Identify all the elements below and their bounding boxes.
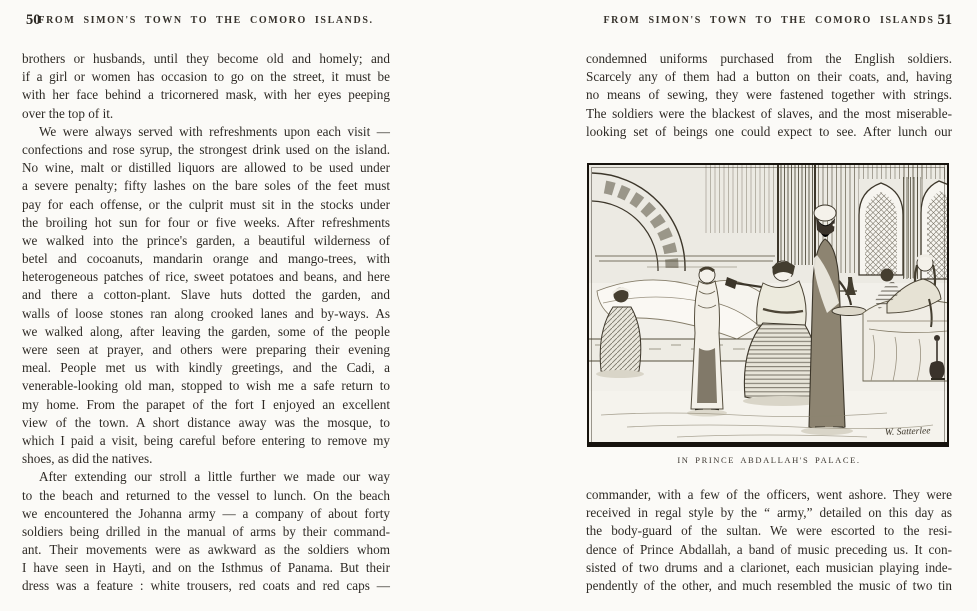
text-line: the broiling hot sun for four or five weeks. After refreshments [22,214,390,230]
page-left [22,0,390,611]
palace-engraving-svg [587,163,949,447]
text-line: meal. People met us with kindly greetings, and the Cadi, a [22,360,390,376]
text-line: I have seen in Hayti, and on the Isthmus of Panama. But their [22,560,390,576]
running-head-right: FROM SIMON'S TOWN TO THE COMORO ISLANDS [603,15,935,26]
text-line: The soldiers were the blackest of slaves, and the most miserable- [586,105,952,121]
text-line: confections and rose syrup, the strongest drink used on the island. [22,141,390,157]
text-line: view of the town. A short distance away was the mosque, to [22,414,390,430]
arched-windows [859,177,949,279]
illustration-caption: IN PRINCE ABDALLAH'S PALACE. [677,455,861,465]
text-line: heterogeneous patches of rice, sweet potatoes and beans, and here [22,269,390,285]
right-text-column-bottom [586,486,952,595]
text-line: we encountered the Johanna army — a company of about forty [22,505,390,521]
text-line: looking set of beings one could expect to see. After lunch our [586,123,952,139]
text-line: betel and cocoanuts, mandarin orange and mango-trees, with [22,251,390,267]
text-line: dence of Prince Abdallah, a band of music preceding us. It con- [586,541,952,557]
text-line: sisted of two drums and a clarionet, each musician playing inde- [586,559,952,575]
text-line: pay for each offense, or the culprit must sit in the stocks under [22,196,390,212]
text-line: if a girl or women has occasion to go on the street, it must be [22,69,390,85]
text-line: over the top of it. [22,105,114,121]
text-line: venerable-looking old man, stopped to wish me a safe return to [22,378,390,394]
text-line: a severe penalty; fifty lashes on the bare soles of the feet must [22,178,390,194]
page-right [586,0,952,611]
page-header-right [586,12,952,31]
text-line: dress was a feature : white trousers, red coats and red caps — [22,578,390,594]
text-line: which I paid a visit, being careful before entering to remove my [22,432,390,448]
text-line: ant. Their movements were as awkward as the soldiers whom [22,542,390,558]
text-line: condemned uniforms purchased from the English soldiers. [586,51,952,66]
page-number-left: 50 [26,12,41,28]
palace-engraving [587,163,949,447]
text-line: the body-guard of the sultan. We were escorted to the resi- [586,523,952,539]
text-line: with her face behind a tricornered mask, with her eyes peeping [22,87,390,103]
text-line: brothers or husbands, until they become old and homely; and [22,51,390,66]
text-line: received in regal style by the “ army,” detailed on this day as [586,505,952,521]
text-line: After extending our stroll a little further we made our way [39,469,390,485]
left-text-column [22,50,390,596]
text-line: pendently of the other, and much resembled the music of two tin [586,577,952,593]
text-line: no means of sewing, they were fastened together with strings. [586,87,952,103]
text-line: We were always served with refreshments upon each visit — [39,123,390,139]
text-line: soldiers being drilled in the manual of arms by their command- [22,523,390,539]
text-line: we walked along, after leaving the garden, some of the people [22,323,390,339]
illustrator-signature: W. Satterlee [884,426,931,438]
right-text-column-top [586,50,952,141]
text-line: No wine, malt or distilled liquors are allowed to be used under [22,160,390,176]
text-line: Scarcely any of them had a button on their coats, and, having [586,69,952,85]
text-line: my home. From the parapet of the fort I enjoyed an excellent [22,396,390,412]
text-line: were seen at prayer, and others were preparing their evening [22,342,390,357]
text-line: shoes, as did the natives. [22,451,153,467]
running-head-left: FROM SIMON'S TOWN TO THE COMORO ISLANDS. [38,15,374,26]
text-line: to the beach and returned to the vessel to lunch. On the beach [22,487,390,503]
text-line: walls of loose stones ran along crooked lanes and by-ways. As [22,305,390,321]
text-line: and there a cotton-plant. Slave huts dotted the garden, and [22,287,390,303]
page-number-right: 51 [937,12,952,28]
page-header-left [22,12,390,31]
text-line: commander, with a few of the officers, went ashore. They were [586,487,952,502]
text-line: we walked into the prince's garden, a beautiful wilderness of [22,232,390,248]
